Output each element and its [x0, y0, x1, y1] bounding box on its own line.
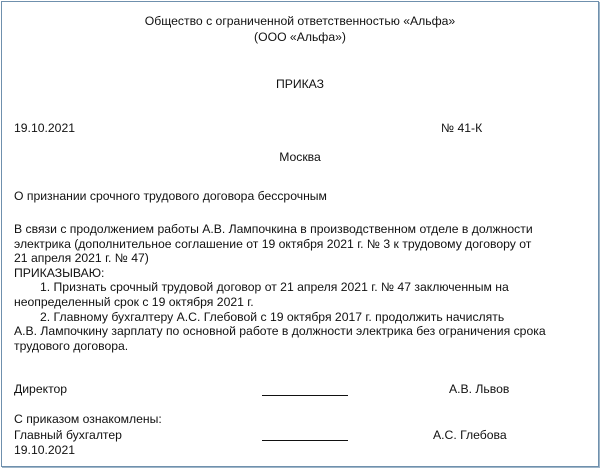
signature-name: А.В. Львов	[449, 382, 510, 396]
acknowledgement-name: А.С. Глебова	[433, 428, 507, 442]
preamble-line: электрика (дополнительное соглашение от 19 октября 2021 г. № 3 к трудовому договору от	[14, 236, 532, 251]
organization-full-name: Общество с ограниченной ответственностью «Альфа»	[144, 14, 456, 28]
item-2-line: трудового договора.	[14, 338, 129, 353]
order-body	[14, 222, 586, 353]
preamble-line: В связи с продолжением работы А.В. Лампочкина в производственном отделе в должности	[14, 222, 533, 236]
acknowledgement-role: Главный бухгалтер	[14, 428, 122, 442]
item-2-line: 2. Главному бухгалтеру А.С. Глебовой с 19 октября 2017 г. продолжить начислять	[40, 309, 505, 324]
organization-short-name: (ООО «Альфа»)	[254, 30, 346, 44]
acknowledgement-signature-line	[262, 440, 348, 441]
acknowledgement-title: С приказом ознакомлены:	[14, 412, 162, 426]
order-date: 19.10.2021	[14, 121, 75, 135]
order-subject: О признании срочного трудового договора бессрочным	[14, 189, 327, 203]
city: Москва	[279, 150, 321, 164]
order-number: № 41-К	[441, 121, 483, 135]
item-1-line: неопределенный срок с 19 октября 2021 г.	[14, 294, 254, 309]
acknowledgement-date: 19.10.2021	[14, 443, 75, 457]
signature-role: Директор	[14, 382, 68, 396]
signature-line	[262, 395, 348, 396]
item-2-line: А.В. Лампочкину зарплату по основной работе в должности электрика без ограничения срока	[14, 324, 546, 339]
order-word: ПРИКАЗЫВАЮ:	[14, 265, 105, 280]
item-1-line: 1. Признать срочный трудовой договор от 21 апреля 2021 г. № 47 заключенным на	[40, 280, 509, 295]
preamble-line: 21 апреля 2021 г. № 47)	[14, 251, 149, 266]
document-title: ПРИКАЗ	[275, 77, 325, 91]
